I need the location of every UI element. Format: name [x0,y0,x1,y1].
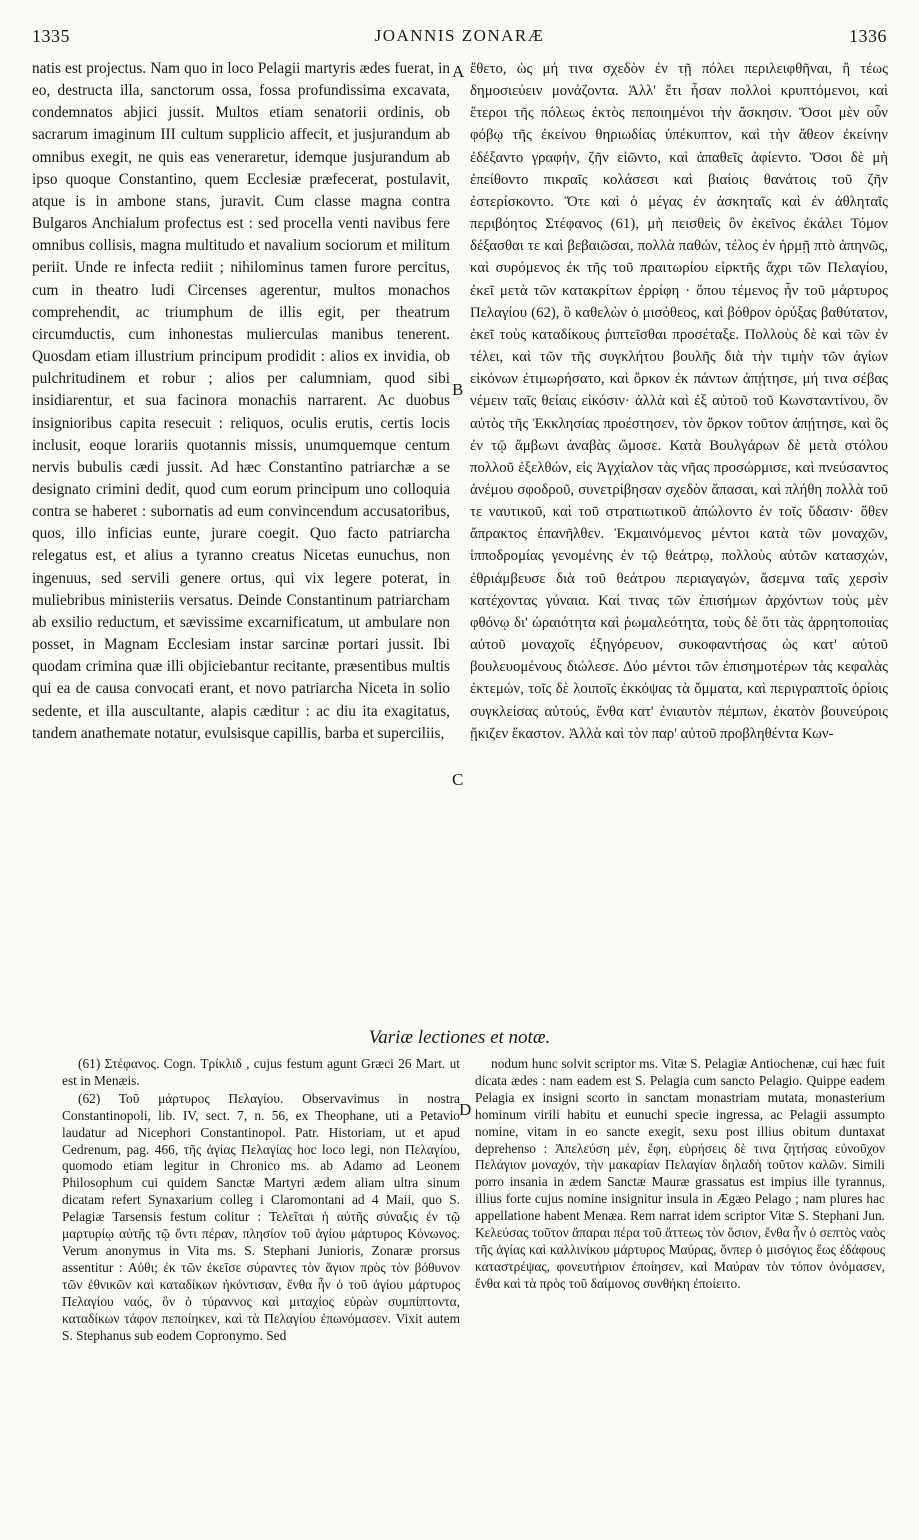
note-61: (61) Στέφανος. Cogn. Τρίκλιδ , cujus festum agunt Græci 26 Mart. ut est in Menæis. [62,1056,460,1088]
notes-left-column [62,1056,460,1516]
notes-title: Variæ lectiones et notæ. [368,1027,551,1048]
notes-right-column [475,1056,885,1516]
greek-text: ἔθετο, ὡς μή τινα σχεδὸν ἐν τῇ πόλει περιλειφθῆναι, ἢ τέως δημοσιεύειν μονάζοντα. Ἀλλ' ἔτι ἦσαν πολλοὶ κρυπτόμενοι, καὶ ἕτεροι τῆς πόλεως ἐκτὸς πεποιημένοι τὴν ἄσκησιν. Ὅσοι μὲν οὖν φόβῳ τῆς ἐκείνου θηριωδίας ὑπέκυπτον, καὶ τὴν ἄθεον ἐκείνην ἐδέξαντο γραφήν, ζῆν εἰῶντο, καὶ ἀπαθεῖς ἀφίεντο. Ὅσοι δὲ μὴ ἐπείθοντο πικραῖς κολάσεσι καὶ βιαίοις θανάτοις τοῦ ζῆν ἐστερίσκοντο. Ὅτε καὶ ὁ μέγας ἐν ἀσκηταῖς καὶ ἐν ἀθληταῖς περιβόητος Στέφανος (61), μὴ πεισθεὶς ὃν ἐκεῖνος ἐκάλει Τόμον δέξασθαι τε καὶ βεβαιῶσαι, πολλὰ παθών, τέλος ἐν ἡρμῇ πτὸ ἀπηνῶς, καὶ συρόμενος ἐκ τῆς τοῦ πραιτωρίου εἱρκτῆς ἄχρι τῶν Πελαγίου, ἐκεῖ μετὰ τῶν κατακρίτων ἐρρίφη · ὅπου τέμενος ἦν τοῦ μάρτυρος Πελαγίου (62), ὃ καθελὼν ὁ μισόθεος, καὶ βόθρον ὀρύξας βαθύτατον, ἐκεῖ τοὺς καταδίκους ῥιπτεῖσθαι προσέταξε. Πολλοὺς δὲ καὶ τῶν ἐν τέλει, καὶ τῶν τῆς συγκλήτου βουλῆς διὰ τὴν τιμὴν τῶν ἁγίων εἰκόνων ἐτιμωρήσατο, καὶ ὅρκον ἐκ πάντων ἀπῄτησε, μή τινα σέβας νέμειν ταῖς θείαις εἰκόσιν· ἀλλὰ καὶ ἐξ αὐτοῦ τοῦ Κωνσταντίνου, ὃν αὐτὸς τῆς Ἐκκλησίας προέστησεν, τὸν ὅρκον τοῦτον ἀπῄτησε, καὶ ὃς ἐν τῷ ἄμβωνι ἀναβὰς ὤμοσε. Κατὰ Βουλγάρων δὲ μετὰ στόλου πολλοῦ ἐξελθών, εἰς Ἀγχίαλον τὰς νῆας προσώρμισε, καὶ πνεύσαντος ἀνέμου σφοδροῦ, συνετρίβησαν σχεδὸν ἅπασαι, καὶ πλήθη πολλὰ τοῦ τε ναυτικοῦ, καὶ τοῦ στρατιωτικοῦ ἀπώλοντο ἐν τοῖς ὕδασιν· ὅθεν ἄπρακτος ἐπανῆλθεν. Ἐκμαινόμενος μέντοι κατὰ τῶν μοναχῶν, ἱπποδρομίας γενομένης ἐν τῷ θεάτρῳ, πολλοὺς αὐτῶν κατασχών, ἐθριάμβευσε διὰ τοῦ θεάτρου περιαγαγών, ἄσεμνα ταῖς χερσὶν κατέχοντας γύναια. Καί τινας τῶν ἐπισήμων ἀρχόντων τοὺς μὲν φθόνῳ δι' ὡραιότητα καὶ ῥωμαλεότητα, τοὺς δὲ ὅτι τὰς ἀρρητοποιίας αὐτοῦ μοναχοῖς ἐξηγόρευον, συκοφαντήσας ὡς κατ' αὐτοῦ βουλευομένους διώλεσε. Δύο μέντοι τῶν ἐπισημοτέρων τὰς κεφαλὰς ἐκτεμών, τοῖς δὲ λοιποῖς ἐκκόψας τὰ ὄμματα, καὶ περιγραπτοῖς ὁρίοις συγκλείσας αὐτούς, ἔνθα κατ' ἐνιαυτὸν πέμπων, ἑκατὸν βουνεύροις ᾔκιζεν ἕκαστον. Ἀλλὰ καὶ τὸν παρ' αὐτοῦ προβληθέντα Κων- [470,61,888,742]
note-62: (62) Τοῦ μάρτυρος Πελαγίου. Observavimus in nostra Constantinopoli, lib. IV, sect. 7, n. 56, ex Theophane, uti a Petavio laudatur ad Nicephori Constantinopol. Patr. Historiam, ut et apud Cedrenum, pag. 466, τῆς ἁγίας Πελαγίας hoc loco legi, non Πελαγίου, quomodo etiam legitur in Chronico ms. ab Adamo ad Leonem Philosophum cui quidem Sanctæ Martyri ædem aliam ultra sinum dicatam refert Synaxarium colleg i Claromontani ad 4 Maii, quo S. Pelagiæ Tarsensis festum colitur : Τελεῖται ἡ αὐτῆς σύναξις ἐν τῷ μαρτυρίῳ αὐτῆς τῷ ὄντι πέραν, πλησίον τοῦ ἁγίου μάρτυρος Κόνωνος. Verum anonymus in Vita ms. S. Stephani Junioris, Zonaræ prorsus assentitur : Αὐθι; ἐκ τῶν ἐκεῖσε σύραντες τὸν ἅγιον πρὸς τὸν βόθυνον τῶν ἐθνικῶν καὶ καταδίκων ἠκόντισαν, ἔνθα ἦν ὁ τοῦ ἁγίου μάρτυρος Πελαγίου ναός, ὃν ὁ τύραννος καὶ μιταχίος εὑρὼν συμπίπτοντα, καταδίκων τάφον πεποίηκεν, καὶ τὰ Πελαγίου ἐπωνόμασεν. Vixit autem S. Stephanus sub eodem Copronymo. Sed [62,1090,460,1343]
margin-marker-b: B [452,380,464,399]
latin-text: natis est projectus. Nam quo in loco Pelagii martyris ædes fuerat, in eo, destructa illa, sanctorum ossa, fossa profundissima excavata, condemnatos abjici jussit. Multos etiam senatorii ordinis, ob sacrarum imaginum III cultum supplicio affecit, et jusjurandum ab omnibus exegit, ne quis eas veneraretur, idemque jusjurandum ab ipso quoque Constantino, quem Ecclesiæ præfecerat, postulavit, atque is in ambone stans, juravit. Cum classe magna contra Bulgaros Anchialum profectus est : sed procella venti navibus fere omnibus collisis, magna multitudo et navalium sociorum et militum periit. Unde re infecta rediit ; nihilominus tamen furore percitus, cum in theatro ludi Circenses agerentur, multos monachos comprehendit, ac triumphum de illis egit, per theatrum circumductis, cum inhonestas mulierculas manibus tenerent. Quosdam etiam illustrium principum prodidit : alios ex invidia, ob pulchritudinem et robur ; alios per calumniam, quod sibi insidiarentur, et sua facinora monachis narrarent. Ac duobus insignioribus capita resecuit : reliquos, oculis erutis, certis locis inclusit, eoque lorariis quotannis missis, unumquemque centum nervis bubulis cædi jussit. Ad hæc Constantino patriarchæ a se designato crimini dedit, quod cum eorum principum uno colloquia contra se haberet : subornatis ad eum convincendum accusatoribus, quos, illo inficias eunte, jurare coegit. Quo facto patriarcha relegatus est, et alius a tyranno creatus Nicetas eunuchus, non ingenuus, sed servili genere ortus, qui vix legere poterat, in muliebribus ministeriis versatus. Deinde Constantinum patriarcham ab exsilio reductum, et sævissime excarnificatum, ut ambulare non posset, in Magnam Ecclesiam instar sarcinæ portari jussit. Ibi quodam crimina quæ illi objiciebantur recitante, præsentibus multis qui ea de causa convocati erant, et novo patriarcha Niceta in solio sedente, et illa auscultante, alapis cæditur : ac diu ita exagitatus, tandem anathemate notatur, evulsisque capillis, barba et superciliis, [32,60,450,742]
greek-column [470,58,888,1018]
page-number-right: 1336 [849,26,887,46]
page-number-left: 1335 [32,26,70,46]
margin-marker-c: C [452,770,464,789]
note-62-continued: nodum hunc solvit scriptor ms. Vitæ S. Pelagiæ Antiochenæ, cui hæc fuit dicata ædes : nam eadem est S. Pelagia cum sancto Pelagio. Quippe eadem Pelagia ex insigni scorto in sanctam monastriam mutata, monasterium hominum virili habitu et eunuchi specie ingressa, ac Pelagii assumpto nomine, vitam in eo sancte exegit, sexu post illius obitum duntaxat deprehenso : Ἀπελεύση μέν, ἔφη, εὑρήσεις δὲ τινα ζητήσας εὐνοῦχον Πελάγιον μοναχόν, τὴν μακαρίαν Πελαγίαν δηλαδὴ τοῦτον καλῶν. Simili porro insania in ædem Sanctæ Mauræ grassatus est impius ille tyrannus, illius forte cujus nomine insignitur insula in Ægæo Pelago ; nam plures hac appellatione habent Menæa. Rem narrat idem scriptor Vitæ S. Stephani Jun. Κελεύσας τοῦτον ἄπαραι πέρα τοῦ ἄττεως τὸν ὅσιον, ἔνθα ἦν ὁ σεπτὸς ναὸς τῆς ἁγίας καὶ καλλινίκου μάρτυρος Μαύρας, ὅνπερ ὁ μισόγιος ἕως ἐδάφους καταστρέψας, φονευτήριον ἐποίησεν, καὶ Μαύραν τὸν τόπον ὀνόμασεν, ἔνθα καὶ τὰ πρὸς τοῦ δαίμονος συνθήκη ἐποίειτο. [475,1056,885,1291]
running-title: JOANNIS ZONARÆ [374,26,545,45]
margin-marker-d: D [459,1100,472,1119]
latin-column [32,58,450,1018]
page-header [32,22,887,52]
margin-marker-a: A [452,62,465,81]
